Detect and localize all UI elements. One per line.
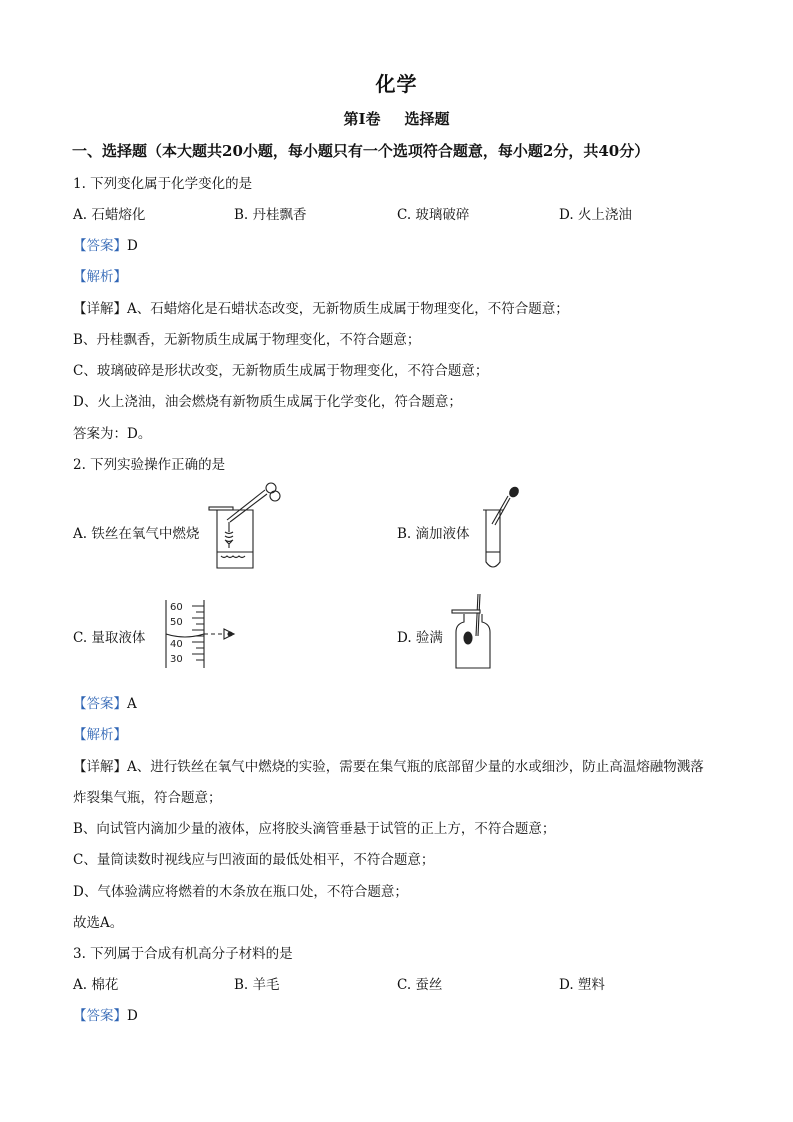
glass-plate bbox=[209, 507, 233, 510]
answer-tag: 【答案】 bbox=[73, 238, 127, 254]
measuring-cylinder-figure bbox=[160, 596, 240, 670]
detail-tag: 【详解】 bbox=[73, 759, 127, 775]
q2-conclusion: 故选A。 bbox=[73, 915, 124, 931]
volume-label: 第I卷 bbox=[343, 110, 381, 128]
answer-tag: 【答案】 bbox=[73, 696, 127, 712]
iron-wire-combustion-figure bbox=[205, 482, 285, 572]
q3-option-d: D. 塑料 bbox=[559, 977, 605, 993]
q1-analysis-tag: 【解析】 bbox=[73, 269, 127, 285]
tick-label-60: 60 bbox=[170, 602, 183, 613]
test-tube bbox=[486, 510, 500, 567]
q1-option-d: D. 火上浇油 bbox=[559, 207, 632, 223]
answer-value: D bbox=[127, 238, 138, 254]
q1-stem: 1. 下列变化属于化学变化的是 bbox=[73, 176, 253, 192]
answer-tag: 【答案】 bbox=[73, 1008, 127, 1024]
volume-heading bbox=[0, 108, 793, 129]
q3-stem: 3. 下列属于合成有机高分子材料的是 bbox=[73, 946, 293, 962]
eye-pupil bbox=[228, 632, 232, 636]
q1-answer bbox=[73, 234, 138, 254]
detail-tag: 【详解】 bbox=[73, 301, 127, 317]
q1-detail-line: C、玻璃破碎是形状改变，无新物质生成属于物理变化，不符合题意； bbox=[73, 363, 489, 379]
q2-option-c: C. 量取液体 bbox=[73, 630, 146, 646]
detail-text: A、石蜡熔化是石蜡状态改变，无新物质生成属于物理变化，不符合题意； bbox=[127, 301, 569, 317]
answer-value: D bbox=[127, 1008, 138, 1024]
q2-analysis-tag: 【解析】 bbox=[73, 727, 127, 743]
section-heading: 一、选择题（本大题共20小题，每小题只有一个选项符合题意，每小题2分，共40分） bbox=[72, 142, 650, 160]
dropper-glass bbox=[495, 498, 510, 525]
cylinder-ticks bbox=[192, 606, 204, 660]
gas-bottle bbox=[456, 614, 490, 668]
tick-label-30: 30 bbox=[170, 654, 183, 665]
flame bbox=[464, 632, 472, 644]
dropper-bulb bbox=[508, 486, 520, 499]
q1-option-a: A. 石蜡熔化 bbox=[73, 207, 146, 223]
q3-option-c: C. 蚕丝 bbox=[397, 977, 443, 993]
q2-detail-line: B、向试管内滴加少量的液体，应将胶头滴管垂悬于试管的正上方，不符合题意； bbox=[73, 821, 556, 837]
q3-option-b: B. 羊毛 bbox=[234, 977, 280, 993]
q1-conclusion: 答案为：D。 bbox=[73, 426, 152, 442]
q1-option-b: B. 丹桂飘香 bbox=[234, 207, 307, 223]
q2-option-a: A. 铁丝在氧气中燃烧 bbox=[73, 526, 200, 542]
q3-option-a: A. 棉花 bbox=[73, 977, 119, 993]
tongs-arm bbox=[227, 490, 265, 520]
wooden-stick bbox=[476, 594, 478, 636]
tick-label-40: 40 bbox=[170, 639, 183, 650]
detail-text: A、进行铁丝在氧气中燃烧的实验，需要在集气瓶的底部留少量的水或细沙，防止高温熔融物溅落 bbox=[127, 759, 704, 775]
gas-full-test-figure bbox=[448, 592, 498, 672]
tongs-ring bbox=[270, 491, 280, 501]
q2-option-b: B. 滴加液体 bbox=[397, 526, 470, 542]
tongs-arm bbox=[230, 494, 267, 522]
q3-answer bbox=[73, 1004, 138, 1024]
q2-detail-line: C、量筒读数时视线应与凹液面的最低处相平，不符合题意； bbox=[73, 852, 435, 868]
q2-detail-line: D、气体验满应将燃着的木条放在瓶口处，不符合题意； bbox=[73, 884, 408, 900]
tick-label-50: 50 bbox=[170, 617, 183, 628]
q2-option-d: D. 验满 bbox=[397, 630, 443, 646]
q2-answer bbox=[73, 692, 137, 712]
glass-plate bbox=[452, 610, 480, 613]
q2-detail-line: 炸裂集气瓶，符合题意； bbox=[73, 790, 222, 806]
q1-detail-line: B、丹桂飘香，无新物质生成属于物理变化，不符合题意； bbox=[73, 332, 421, 348]
volume-type: 选择题 bbox=[404, 110, 450, 128]
water-surface bbox=[221, 556, 245, 558]
iron-wire bbox=[225, 522, 233, 542]
answer-value: A bbox=[127, 696, 137, 712]
q1-detail-line: D、火上浇油，油会燃烧有新物质生成属于化学变化，符合题意； bbox=[73, 394, 462, 410]
page-title: 化学 bbox=[375, 72, 418, 96]
dropping-liquid-figure bbox=[478, 486, 528, 572]
wooden-stick bbox=[478, 594, 480, 636]
q2-detail bbox=[73, 755, 704, 775]
q1-option-c: C. 玻璃破碎 bbox=[397, 207, 470, 223]
q1-detail bbox=[73, 297, 569, 317]
q2-stem: 2. 下列实验操作正确的是 bbox=[73, 457, 226, 473]
